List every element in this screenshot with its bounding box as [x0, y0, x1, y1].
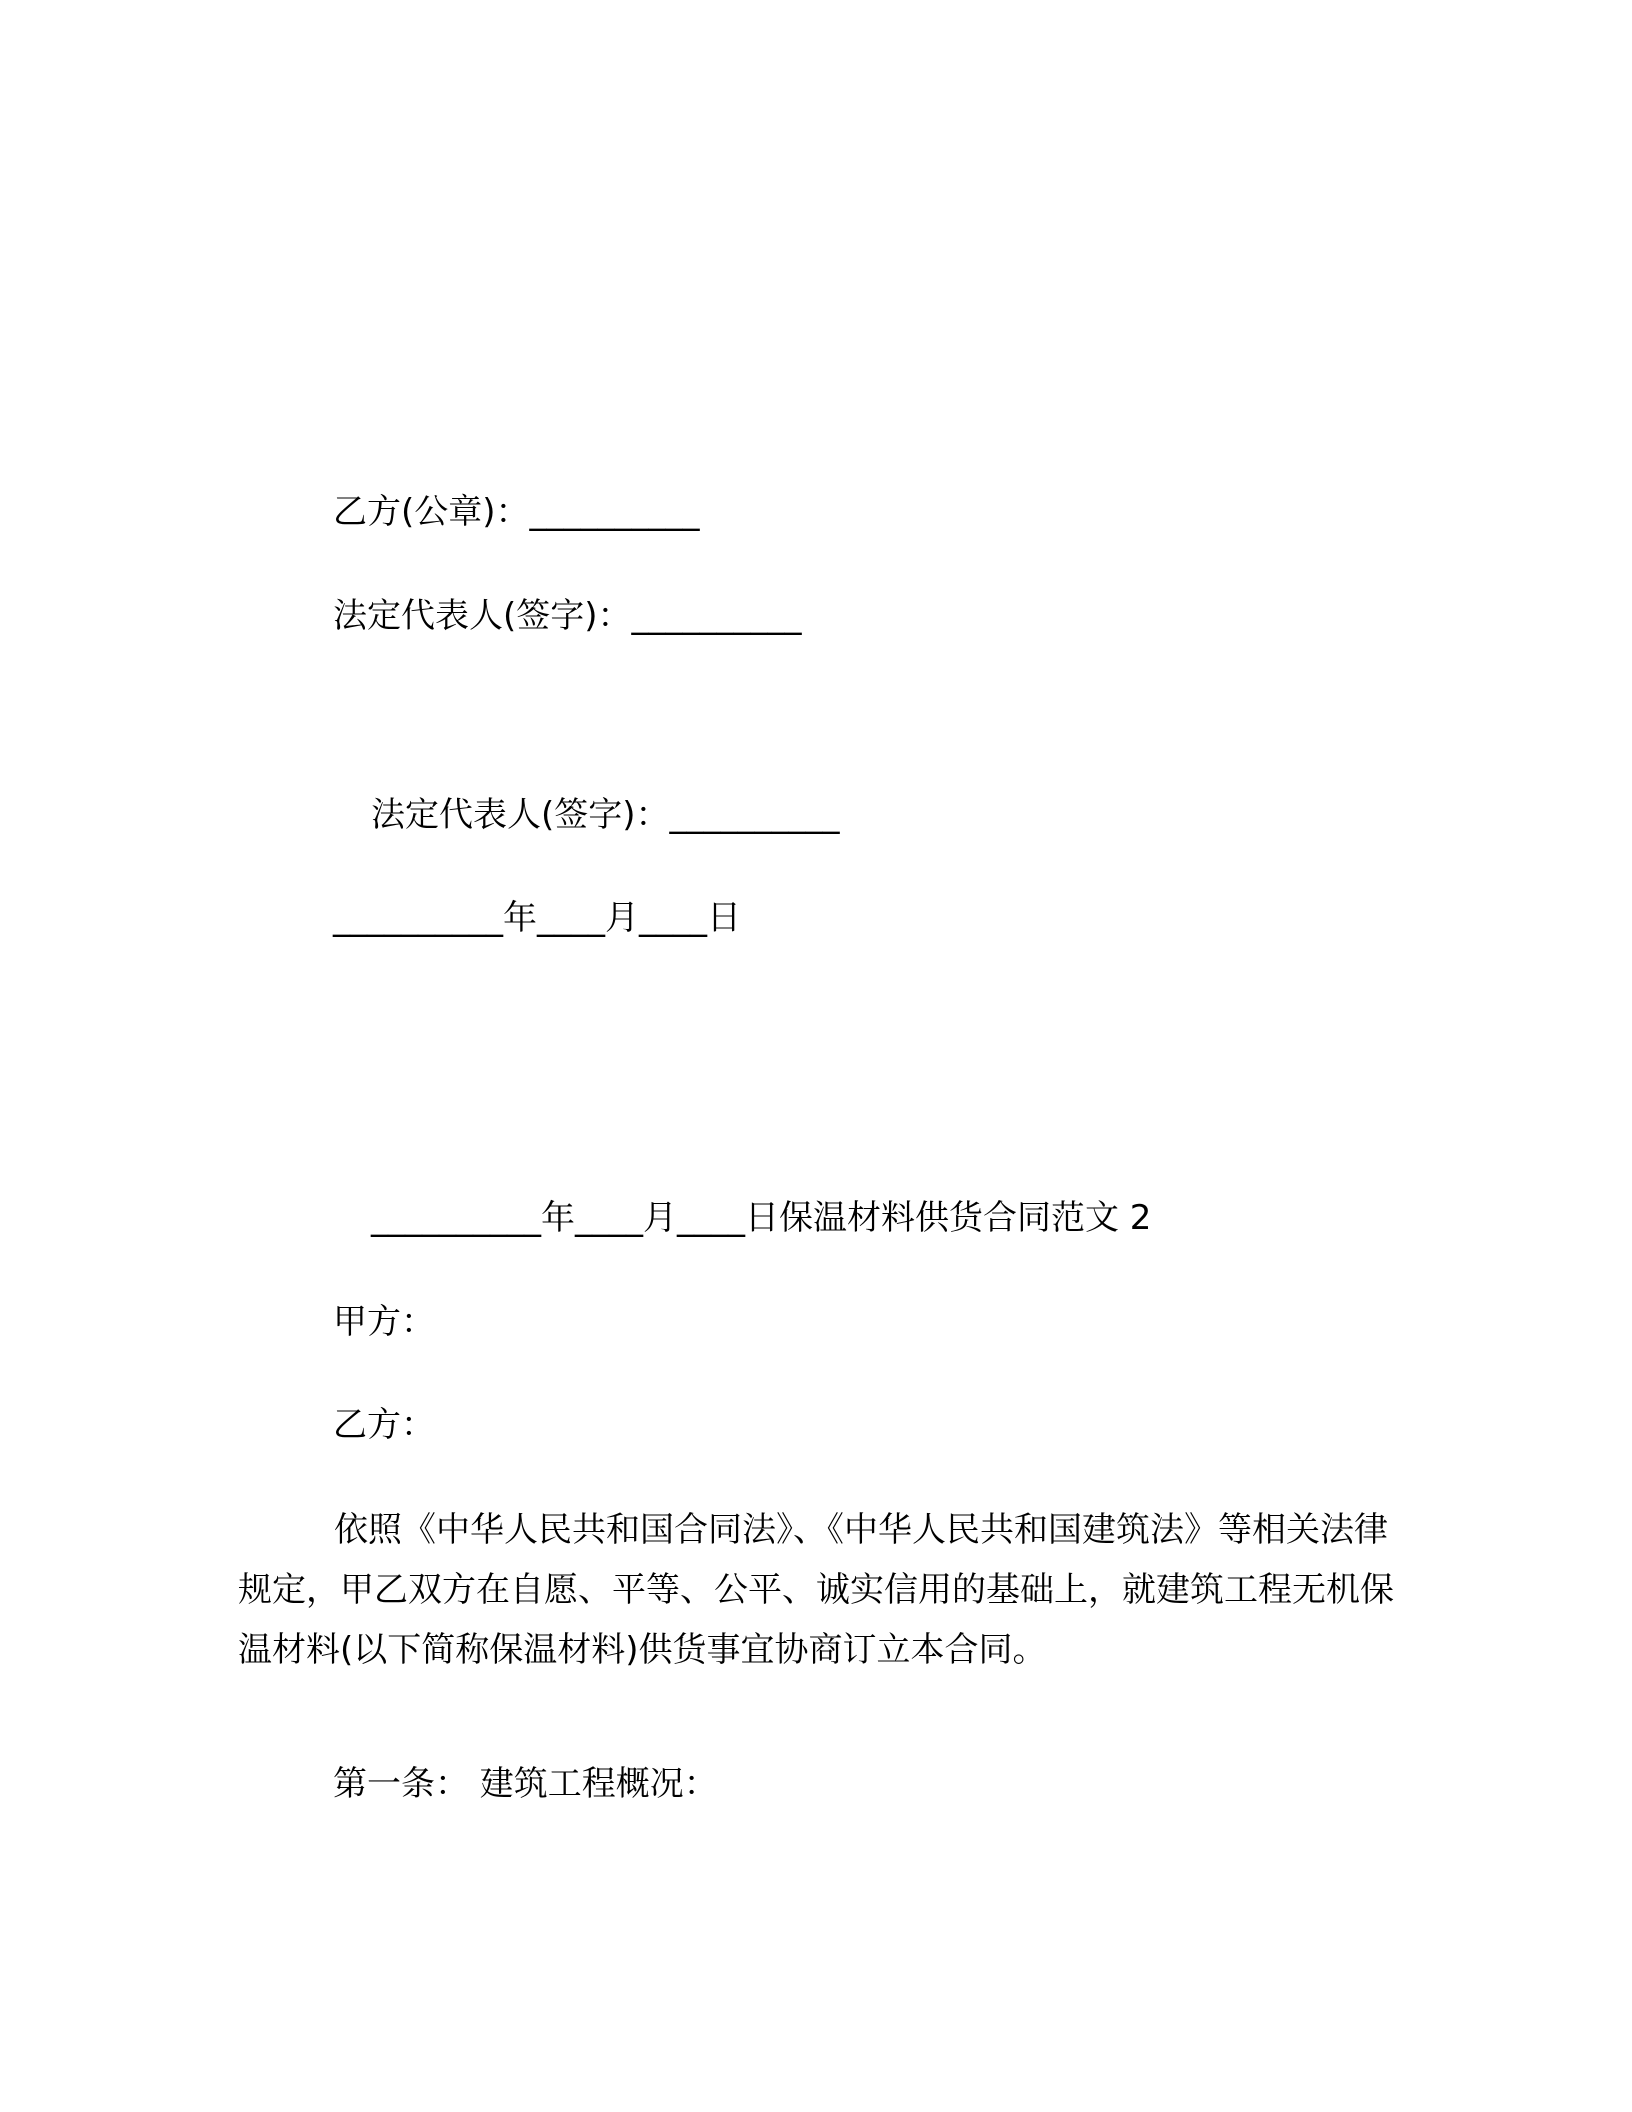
legal-representative-signature-line-2: 法定代表人(签字)：__________: [371, 795, 840, 835]
contract-intro-paragraph: 依照《中华人民共和国合同法》、《中华人民共和国建筑法》等相关法律规定，甲乙双方在自愿、平等、公平、诚实信用的基础上，就建筑工程无机保温材料(以下简称保温材料)供货事宜协商订立本合同。: [238, 1510, 1394, 1670]
party-b-label: 乙方：: [333, 1405, 435, 1445]
signature-date-line: __________年____月____日: [333, 898, 741, 938]
party-b-seal-line: 乙方(公章)：__________: [333, 492, 700, 532]
legal-representative-signature-line: 法定代表人(签字)：__________: [333, 596, 802, 636]
contract-title: __________年____月____日保温材料供货合同范文 2: [371, 1198, 1152, 1238]
party-a-label: 甲方：: [333, 1302, 435, 1342]
article-1-heading: 第一条： 建筑工程概况：: [333, 1764, 718, 1804]
